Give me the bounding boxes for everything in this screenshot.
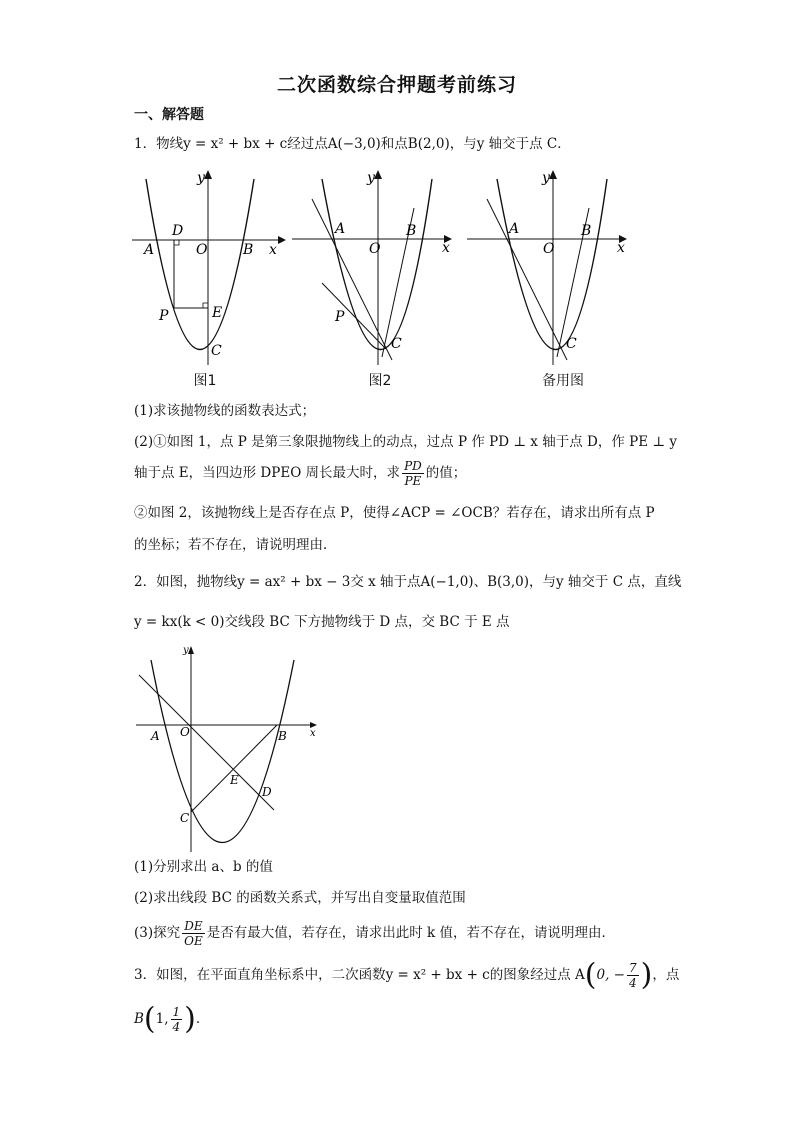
paren-close: ) [640, 957, 653, 993]
fig3-label-b: B [581, 223, 592, 239]
fraction-numerator: PD [404, 459, 422, 473]
paren-open: ( [584, 957, 597, 993]
q1-part2a-suffix: 的值； [425, 465, 467, 481]
q3-point-b-coords: 1, [155, 1011, 169, 1027]
fig2-caption: 图2 [368, 373, 392, 389]
q2-label-b: B [278, 729, 287, 743]
q2-label-x: x [310, 728, 316, 739]
q2-part3-prefix: (3)探究 [134, 925, 181, 941]
q1-part2b-line2: 的坐标；若不存在，请说明理由． [134, 537, 337, 553]
q1-figure-backup [463, 165, 633, 370]
q2-part2: (2)求出线段 BC 的函数关系式，并写出自变量取值范围 [134, 890, 466, 906]
q2-part3-text: 是否有最大值，若存在，请求出此时 k 值，若不存在，请说明理由． [206, 925, 615, 941]
fig2-label-p: P [335, 309, 345, 325]
q3-point-b-label: B [134, 1011, 144, 1027]
fig2-label-o: O [369, 241, 381, 257]
q1-part2a-line2 [134, 458, 466, 488]
q2-line2: y = kx(k < 0)交线段 BC 下方抛物线于 D 点，交 BC 于 E 点 [134, 614, 510, 630]
q3-fraction-1-4 [171, 1005, 183, 1034]
q3-line2 [134, 1002, 209, 1037]
q1-part2b-line1: ②如图 2，该抛物线上是否存在点 P，使得∠ACP = ∠OCB？若存在，请求出所有点 P [134, 505, 655, 521]
paren-close: ) [184, 1001, 196, 1037]
fig1-label-y: y [197, 170, 205, 186]
fraction-denominator: PE [404, 474, 422, 488]
q3-line1 [134, 958, 679, 993]
fig2-label-a: A [335, 221, 346, 237]
fig1-label-p: P [159, 308, 169, 324]
q3-point-a-coords: 0, − [596, 967, 625, 983]
fraction-denominator: 4 [628, 976, 637, 990]
q1-part1: (1)求该抛物线的函数表达式； [134, 403, 316, 419]
q2-part3 [134, 918, 615, 948]
fig2-label-x: x [442, 240, 450, 256]
q1-stem: 1．物线y = x² + bx + c经过点A(−3,0)和点B(2,0)，与y 轴交于点 C． [134, 136, 571, 152]
q2-fraction-de-oe [182, 919, 205, 948]
q1-fraction-pd-pe [402, 459, 424, 488]
fig2-label-y: y [367, 170, 375, 186]
section-heading: 一、解答题 [134, 107, 204, 123]
q2-line1: 2．如图，抛物线y = ax² + bx − 3交 x 轴于点A(−1,0)、B(3,0)，与y 轴交于 C 点，直线 [134, 574, 682, 590]
fig3-label-x: x [617, 240, 625, 256]
fraction-numerator: 1 [172, 1005, 181, 1019]
q1-part2a-text: 轴于点 E，当四边形 DPEO 周长最大时，求 [134, 465, 401, 481]
q2-label-d: D [262, 785, 272, 799]
q3-line1-text: 3．如图，在平面直角坐标系中，二次函数y = x² + bx + c的图象经过点 A [134, 967, 585, 983]
q3-line1-suffix: ，点 [652, 967, 680, 983]
fig2-label-b: B [406, 223, 417, 239]
fig1-label-x: x [269, 242, 277, 258]
q2-label-a: A [151, 729, 160, 743]
fig1-label-a: A [144, 242, 155, 258]
fig1-label-c: C [211, 343, 222, 359]
fig1-label-d: D [172, 223, 184, 239]
fig1-label-b: B [243, 242, 254, 258]
q2-label-c: C [180, 811, 190, 825]
q1-figure-1 [128, 165, 288, 370]
q2-figure [134, 640, 324, 855]
q2-label-e: E [230, 773, 239, 787]
fig1-label-e: E [212, 305, 223, 321]
fig2-label-c: C [391, 336, 402, 352]
fig1-label-o: O [196, 242, 208, 258]
fraction-numerator: DE [182, 919, 205, 934]
fig3-label-c: C [566, 336, 577, 352]
fig3-caption: 备用图 [542, 373, 584, 389]
page-title: 二次函数综合押题考前练习 [276, 74, 517, 96]
fraction-denominator: 4 [172, 1020, 181, 1034]
paren-open: ( [143, 1001, 156, 1037]
q1-part2a-line1: (2)①如图 1，点 P 是第三象限抛物线上的动点，过点 P 作 PD ⊥ x 轴于点 D，作 PE ⊥ y [134, 434, 677, 450]
q1-figure-2 [288, 165, 458, 370]
fraction-numerator: 7 [628, 961, 637, 975]
fig3-label-a: A [509, 221, 520, 237]
fig3-label-o: O [543, 241, 555, 257]
q2-label-y: y [183, 645, 189, 656]
q3-fraction-7-4 [627, 961, 639, 990]
fig3-label-y: y [542, 170, 550, 186]
fig1-caption: 图1 [193, 373, 217, 389]
q2-part1: (1)分别求出 a、b 的值 [134, 859, 273, 875]
q3-line2-suffix: ． [195, 1011, 210, 1027]
fraction-denominator: OE [184, 934, 203, 948]
q2-label-o: O [180, 725, 190, 739]
